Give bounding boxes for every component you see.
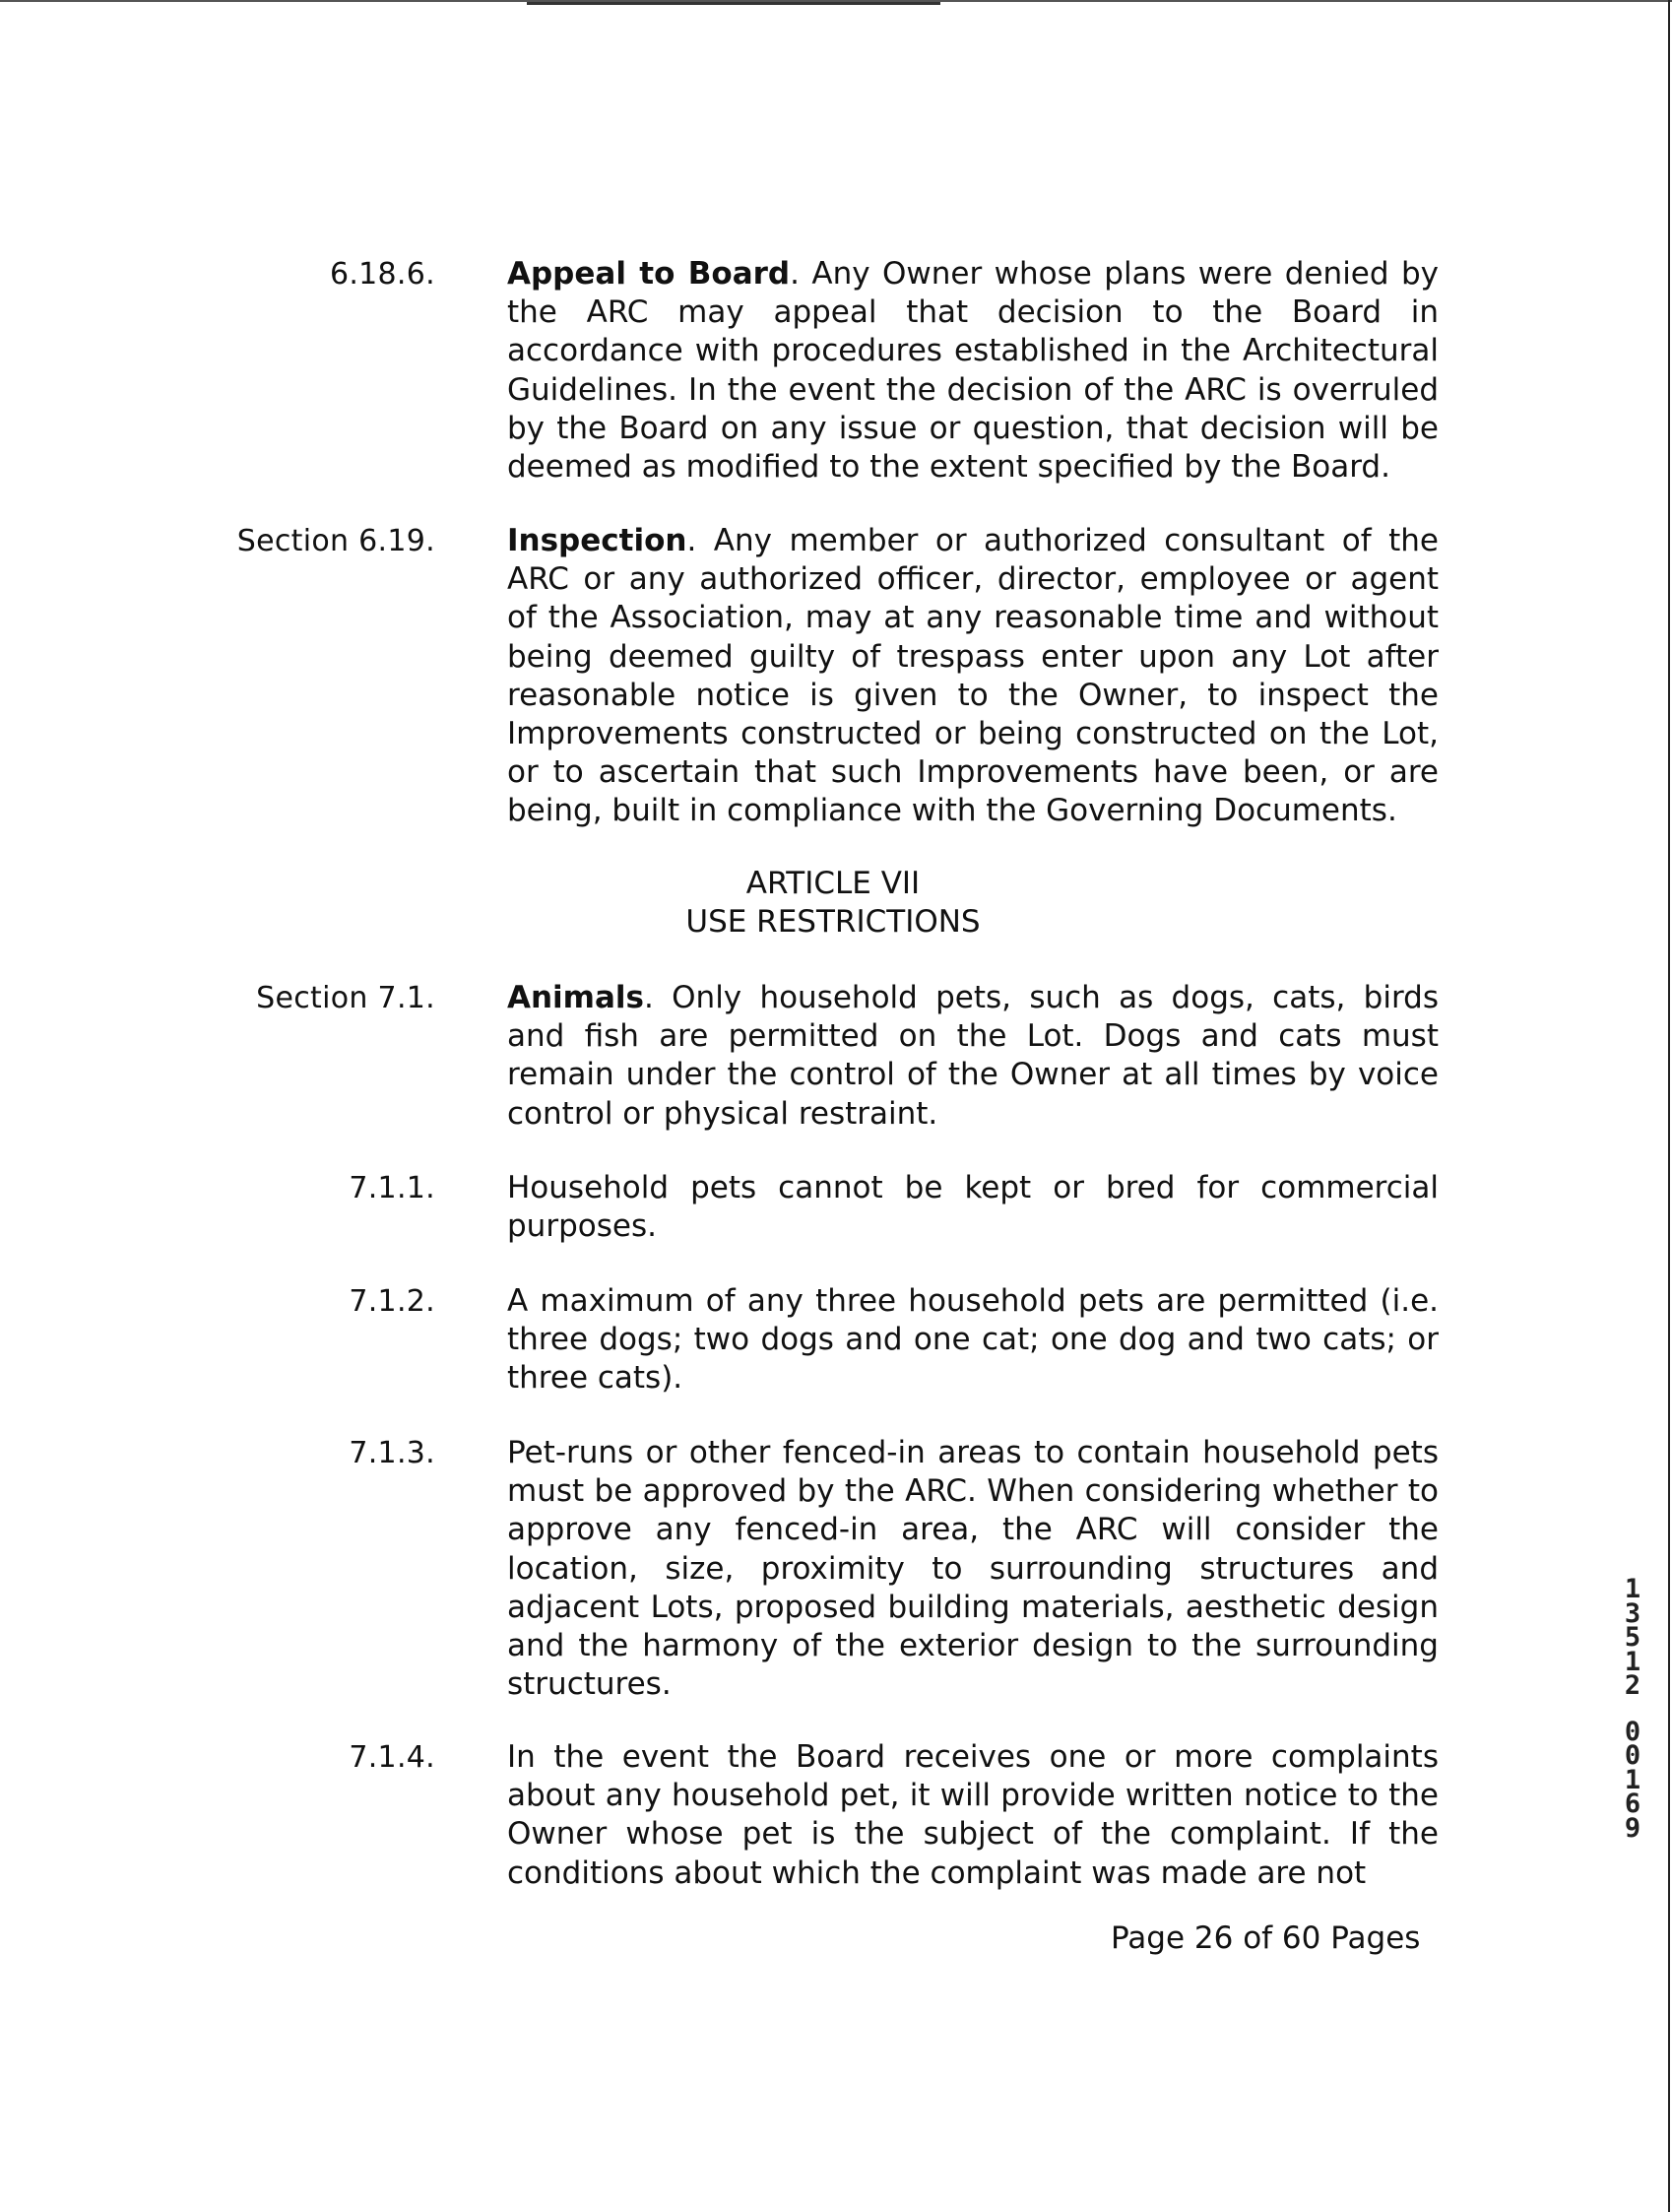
section-number: 6.18.6. xyxy=(329,257,435,292)
right-border xyxy=(1668,0,1670,2212)
section-number: Section 7.1. xyxy=(256,981,435,1015)
stamp-char: 6 xyxy=(1624,1789,1641,1819)
section-7-1-3 xyxy=(226,1434,1440,1704)
section-text: . Any Owner whose plans were denied by the ARC may appeal that decision to the Board in accordance with procedures established in the Architectural Guidelines. In the event the decision of the ARC is overruled by the Board on any issue or question, that decision will be deemed as modified to the extent specified by the Board. xyxy=(507,256,1440,486)
stamp-char: 0 xyxy=(1624,1716,1641,1747)
section-number: 7.1.3. xyxy=(349,1436,435,1470)
section-heading: Animals xyxy=(507,980,644,1015)
section-body xyxy=(507,979,1439,1134)
section-7-1 xyxy=(226,979,1440,1134)
section-heading: Appeal to Board xyxy=(507,256,791,292)
section-text: . Any member or authorized consultant of the ARC or any authorized officer, director, employee or agent of the Association, may at any reasonable time and without being deemed guilty of trespass enter upon any Lot after reasonable notice is given to the Owner, to inspect the Improvements constructed or being constructed on the Lot, or to ascertain that such Improvements have been, or are being, built in compliance with the Governing Documents. xyxy=(507,523,1439,829)
stamp-char: 0 xyxy=(1624,1740,1641,1771)
section-body xyxy=(507,255,1439,487)
section-heading: Inspection xyxy=(507,523,687,558)
stamp-char: 3 xyxy=(1624,1597,1641,1629)
section-6-19 xyxy=(226,522,1440,831)
section-7-1-1 xyxy=(226,1169,1440,1246)
section-text: A maximum of any three household pets are permitted (i.e. three dogs; two dogs and one cat; one dog and two cats; or three cats). xyxy=(507,1283,1439,1397)
section-body xyxy=(507,522,1439,831)
article-title: USE RESTRICTIONS xyxy=(685,904,981,940)
stamp-char: 9 xyxy=(1624,1812,1641,1844)
article-number: ARTICLE VII xyxy=(745,866,921,901)
section-text: In the event the Board receives one or more complaints about any household pet, it will provide written notice to the Owner whose pet is the subject of the complaint. If the conditions about which the complaint was made are not xyxy=(507,1739,1439,1891)
stamp-char: 2 xyxy=(1624,1670,1641,1701)
top-border-mark xyxy=(527,2,940,5)
document-stamp xyxy=(1619,1574,1646,1844)
section-7-1-4 xyxy=(226,1738,1440,1893)
stamp-char: 1 xyxy=(1624,1764,1641,1795)
page-number: Page 26 of 60 Pages xyxy=(1111,1920,1421,1956)
section-number: 7.1.4. xyxy=(349,1740,435,1775)
section-6-18-6 xyxy=(226,255,1440,487)
section-7-1-2 xyxy=(226,1282,1440,1399)
section-number: 7.1.1. xyxy=(349,1171,435,1205)
article-heading xyxy=(507,865,1672,942)
section-number: Section 6.19. xyxy=(236,524,435,558)
section-text: Pet-runs or other fenced-in areas to contain household pets must be approved by the ARC. When considering whether to approve any fenced-in area, the ARC will consider the location, size, proximity to surrounding structures and adjacent Lots, proposed building materials, aesthetic design and the harmony of the exterior design to the surrounding structures. xyxy=(507,1435,1439,1703)
section-text: . Only household pets, such as dogs, cats, birds and fish are permitted on the Lot. Dogs and cats must remain under the control of the Owner at all times by voice control or physical restraint. xyxy=(507,980,1439,1132)
section-number: 7.1.2. xyxy=(349,1284,435,1319)
stamp-char: 1 xyxy=(1624,1646,1641,1677)
section-text: Household pets cannot be kept or bred for commercial purposes. xyxy=(507,1170,1439,1245)
stamp-char: 5 xyxy=(1624,1622,1641,1653)
stamp-char: 1 xyxy=(1624,1574,1641,1604)
